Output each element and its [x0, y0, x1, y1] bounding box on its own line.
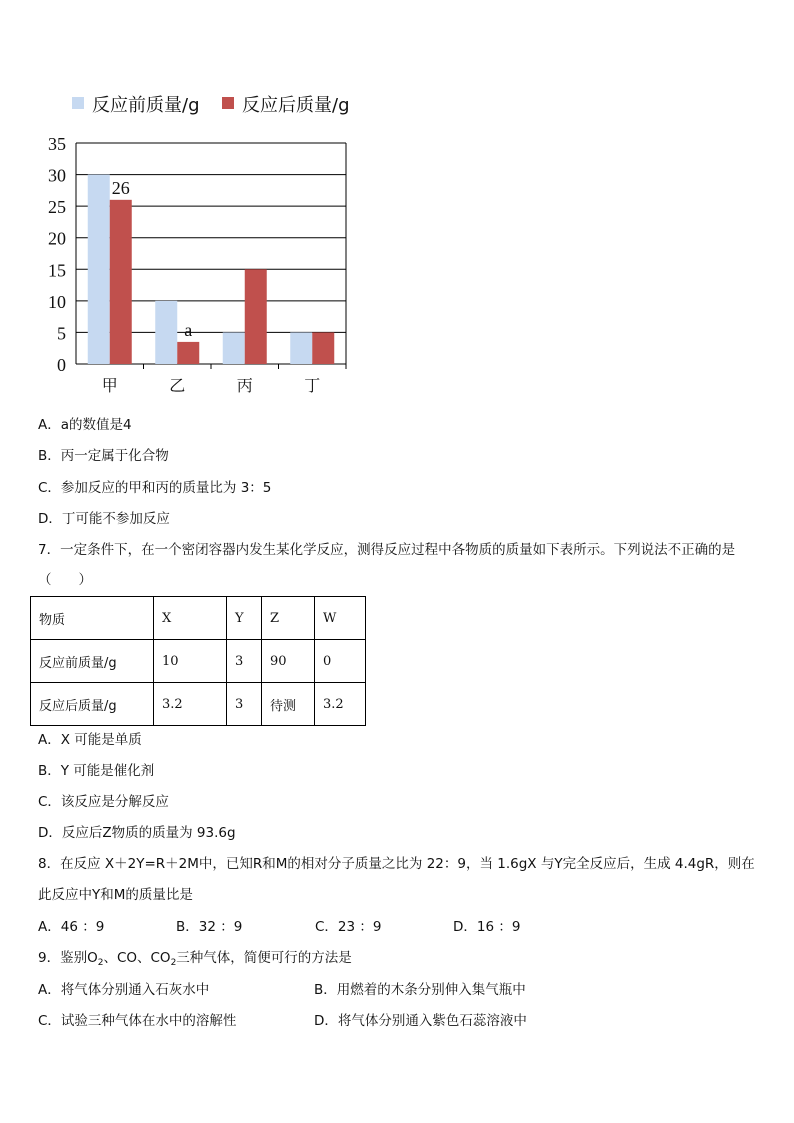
q8-option-b: B．32 ：9 — [176, 919, 243, 935]
table-header-cell: W — [315, 597, 366, 640]
q9-option-b: B．用燃着的木条分别伸入集气瓶中 — [314, 982, 526, 998]
q8-stem-line1: 8．在反应 X＋2Y=R＋2M中，已知R和M的相对分子质量之比为 22：9，当 1.6gX 与Y完全反应后，生成 4.4gR，则在 — [38, 856, 755, 872]
y-tick-label: 5 — [57, 323, 66, 344]
table-header-cell: X — [154, 597, 227, 640]
q9-stem-post: 三种气体，简便可行的方法是 — [176, 950, 352, 966]
q8-option-d: D．16 ：9 — [453, 919, 521, 935]
table-header-cell: 物质 — [31, 597, 154, 640]
table-cell: 3.2 — [154, 683, 227, 726]
legend-label: 反应前质量/g — [92, 95, 200, 116]
bar — [110, 200, 132, 364]
bar — [177, 342, 199, 364]
bar — [155, 301, 177, 364]
q7-paren: （ ） — [38, 572, 92, 588]
y-tick-label: 30 — [48, 165, 66, 186]
q6-option-d: D．丁可能不参加反应 — [38, 511, 170, 527]
table-cell: 3 — [227, 683, 262, 726]
bar — [88, 175, 110, 364]
q9-subscript-o2: 2 — [97, 958, 104, 968]
q7-option-b: B．Y 可能是催化剂 — [38, 763, 155, 779]
q9-option-d: D．将气体分别通入紫色石蕊溶液中 — [314, 1013, 527, 1029]
y-tick-label: 25 — [48, 197, 66, 218]
y-tick-label: 10 — [48, 291, 66, 312]
q6-option-c: C．参加反应的甲和丙的质量比为 3：5 — [38, 480, 272, 496]
q8-option-c: C．23 ：9 — [315, 919, 382, 935]
data-label: a — [184, 319, 193, 340]
bar — [312, 332, 334, 364]
q9-stem — [38, 949, 352, 972]
q7-option-c: C．该反应是分解反应 — [38, 794, 169, 810]
q9-option-a: A．将气体分别通入石灰水中 — [38, 982, 210, 998]
q8-stem-line2: 此反应中Y和M的质量比是 — [38, 887, 193, 903]
x-tick-label: 丁 — [304, 376, 321, 395]
q7-option-a: A．X 可能是单质 — [38, 732, 142, 748]
table-row — [31, 597, 366, 640]
q7-option-d: D．反应后Z物质的质量为 93.6g — [38, 825, 236, 841]
y-tick-label: 20 — [48, 228, 66, 249]
y-tick-label: 15 — [48, 260, 66, 281]
table-cell: 0 — [315, 640, 366, 683]
x-tick-label: 乙 — [169, 376, 186, 395]
table-cell: 90 — [262, 640, 315, 683]
y-tick-label: 0 — [57, 355, 66, 375]
bar — [223, 332, 245, 364]
q9-stem-pre: 9．鉴别O — [38, 950, 98, 966]
q9-subscript-co2: 2 — [170, 958, 177, 968]
table-cell: 3.2 — [315, 683, 366, 726]
legend-swatch — [72, 97, 84, 109]
q9-option-c: C．试验三种气体在水中的溶解性 — [38, 1013, 237, 1029]
q6-option-b: B．丙一定属于化合物 — [38, 448, 169, 464]
table-cell: 10 — [154, 640, 227, 683]
x-tick-label: 丙 — [236, 376, 253, 395]
q9-stem-mid: 、CO、CO — [103, 950, 171, 966]
q7-stem: 7．一定条件下，在一个密闭容器内发生某化学反应，测得反应过程中各物质的质量如下表所示。下列说法不正确的是 — [38, 542, 736, 558]
data-label: 26 — [111, 177, 130, 198]
y-tick-label: 35 — [48, 134, 66, 154]
table-row — [31, 683, 366, 726]
chart-svg — [0, 0, 794, 410]
bar-chart — [0, 0, 794, 410]
x-tick-label: 甲 — [101, 376, 118, 395]
q8-option-a: A．46 ：9 — [38, 919, 105, 935]
table-cell: 待测 — [262, 683, 315, 726]
table-cell: 反应前质量/g — [31, 640, 154, 683]
mass-table — [30, 596, 366, 726]
legend-label: 反应后质量/g — [242, 95, 350, 116]
table-cell: 反应后质量/g — [31, 683, 154, 726]
bar — [245, 269, 267, 364]
table-header-cell: Z — [262, 597, 315, 640]
q6-option-a: A．a的数值是4 — [38, 417, 132, 433]
table-cell: 3 — [227, 640, 262, 683]
table-header-cell: Y — [227, 597, 262, 640]
legend-swatch — [222, 97, 234, 109]
bar — [290, 332, 312, 364]
table-row — [31, 640, 366, 683]
